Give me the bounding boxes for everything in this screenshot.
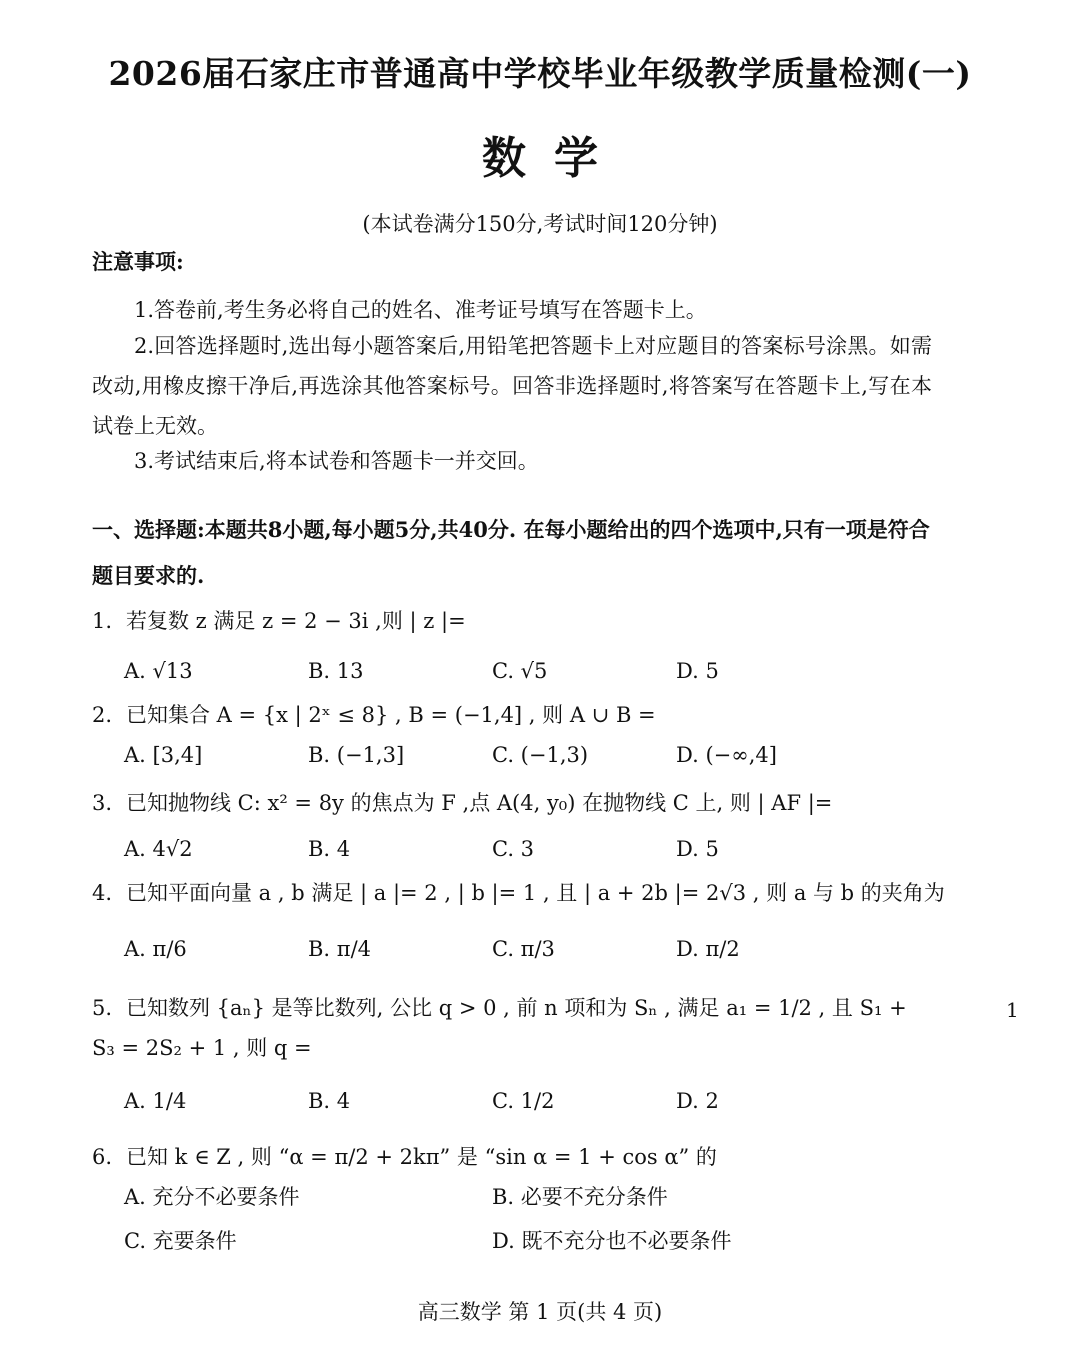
option-b[interactable]: B. 13 [308,659,364,683]
option-c[interactable]: C. 1/2 [492,1089,555,1113]
margin-page-number: 1 [1006,998,1019,1022]
option-a[interactable]: A. π/6 [124,937,187,961]
option-a[interactable]: A. √13 [124,659,193,683]
option-c[interactable]: C. 充要条件 [124,1229,237,1253]
question-3 [92,788,832,818]
option-b[interactable]: B. π/4 [308,937,372,961]
option-d[interactable]: D. 既不充分也不必要条件 [492,1229,732,1253]
question-text: 已知集合 A = {x | 2ˣ ≤ 8} , B = (−1,4] , 则 A ∪ B = [126,703,656,727]
subject-title: 数学 [482,133,626,184]
notice-item-3: 3.考试结束后,将本试卷和答题卡一并交回。 [134,449,539,473]
question-number: 5. [92,996,113,1020]
exam-info: (本试卷满分150分,考试时间120分钟) [362,212,718,236]
question-number: 6. [92,1145,113,1169]
question-4 [92,878,945,908]
option-b[interactable]: B. 4 [308,837,351,861]
option-b[interactable]: B. 必要不充分条件 [492,1185,668,1209]
option-a[interactable]: A. 4√2 [124,837,193,861]
question-2 [92,700,656,730]
option-a[interactable]: A. 1/4 [124,1089,187,1113]
page-footer: 高三数学 第 1 页(共 4 页) [417,1300,663,1324]
option-c[interactable]: C. (−1,3) [492,743,589,767]
option-b[interactable]: B. 4 [308,1089,351,1113]
option-c[interactable]: C. π/3 [492,937,555,961]
section-heading: 一、选择题:本题共8小题,每小题5分,共40分. 在每小题给出的四个选项中,只有一项是符合题目要求的. [92,517,930,588]
option-d[interactable]: D. 2 [676,1089,719,1113]
option-c[interactable]: C. √5 [492,659,548,683]
question-1 [92,606,466,636]
option-d[interactable]: D. (−∞,4] [676,743,777,767]
question-5 [92,988,922,1068]
option-b[interactable]: B. (−1,3] [308,743,405,767]
option-d[interactable]: D. π/2 [676,937,740,961]
option-d[interactable]: D. 5 [676,837,719,861]
question-text: 已知数列 {aₙ} 是等比数列, 公比 q > 0 , 前 n 项和为 Sₙ , 满足 a₁ = 1/2 , 且 S₁ + S₃ = 2S₂ + 1 , 则 q = [92,996,907,1060]
notice-heading: 注意事项: [92,249,184,274]
option-d[interactable]: D. 5 [676,659,719,683]
question-number: 2. [92,703,113,727]
notice-item-2: 2.回答选择题时,选出每小题答案后,用铅笔把答题卡上对应题目的答案标号涂黑。如需改动,用橡皮擦干净后,再选涂其他答案标号。回答非选择题时,将答案写在答题卡上,写在本试卷上无效。 [92,334,932,438]
question-text: 已知平面向量 a , b 满足 | a |= 2 , | b |= 1 , 且 | a + 2b |= 2√3 , 则 a 与 b 的夹角为 [126,881,945,905]
question-number: 4. [92,881,113,905]
question-text: 已知抛物线 C: x² = 8y 的焦点为 F ,点 A(4, y₀) 在抛物线 C 上, 则 | AF |= [126,791,833,815]
option-a[interactable]: A. [3,4] [124,743,203,767]
question-number: 1. [92,609,113,633]
question-text: 已知 k ∈ Z , 则 “α = π/2 + 2kπ” 是 “sin α = 1 + cos α” 的 [126,1145,717,1169]
option-a[interactable]: A. 充分不必要条件 [124,1185,300,1209]
question-text: 若复数 z 满足 z = 2 − 3i ,则 | z |= [126,609,466,633]
option-c[interactable]: C. 3 [492,837,535,861]
question-6 [92,1142,717,1172]
question-number: 3. [92,791,113,815]
notice-item-1: 1.答卷前,考生务必将自己的姓名、准考证号填写在答题卡上。 [134,298,707,322]
exam-title: 2026届石家庄市普通高中学校毕业年级教学质量检测(一) [108,54,972,93]
